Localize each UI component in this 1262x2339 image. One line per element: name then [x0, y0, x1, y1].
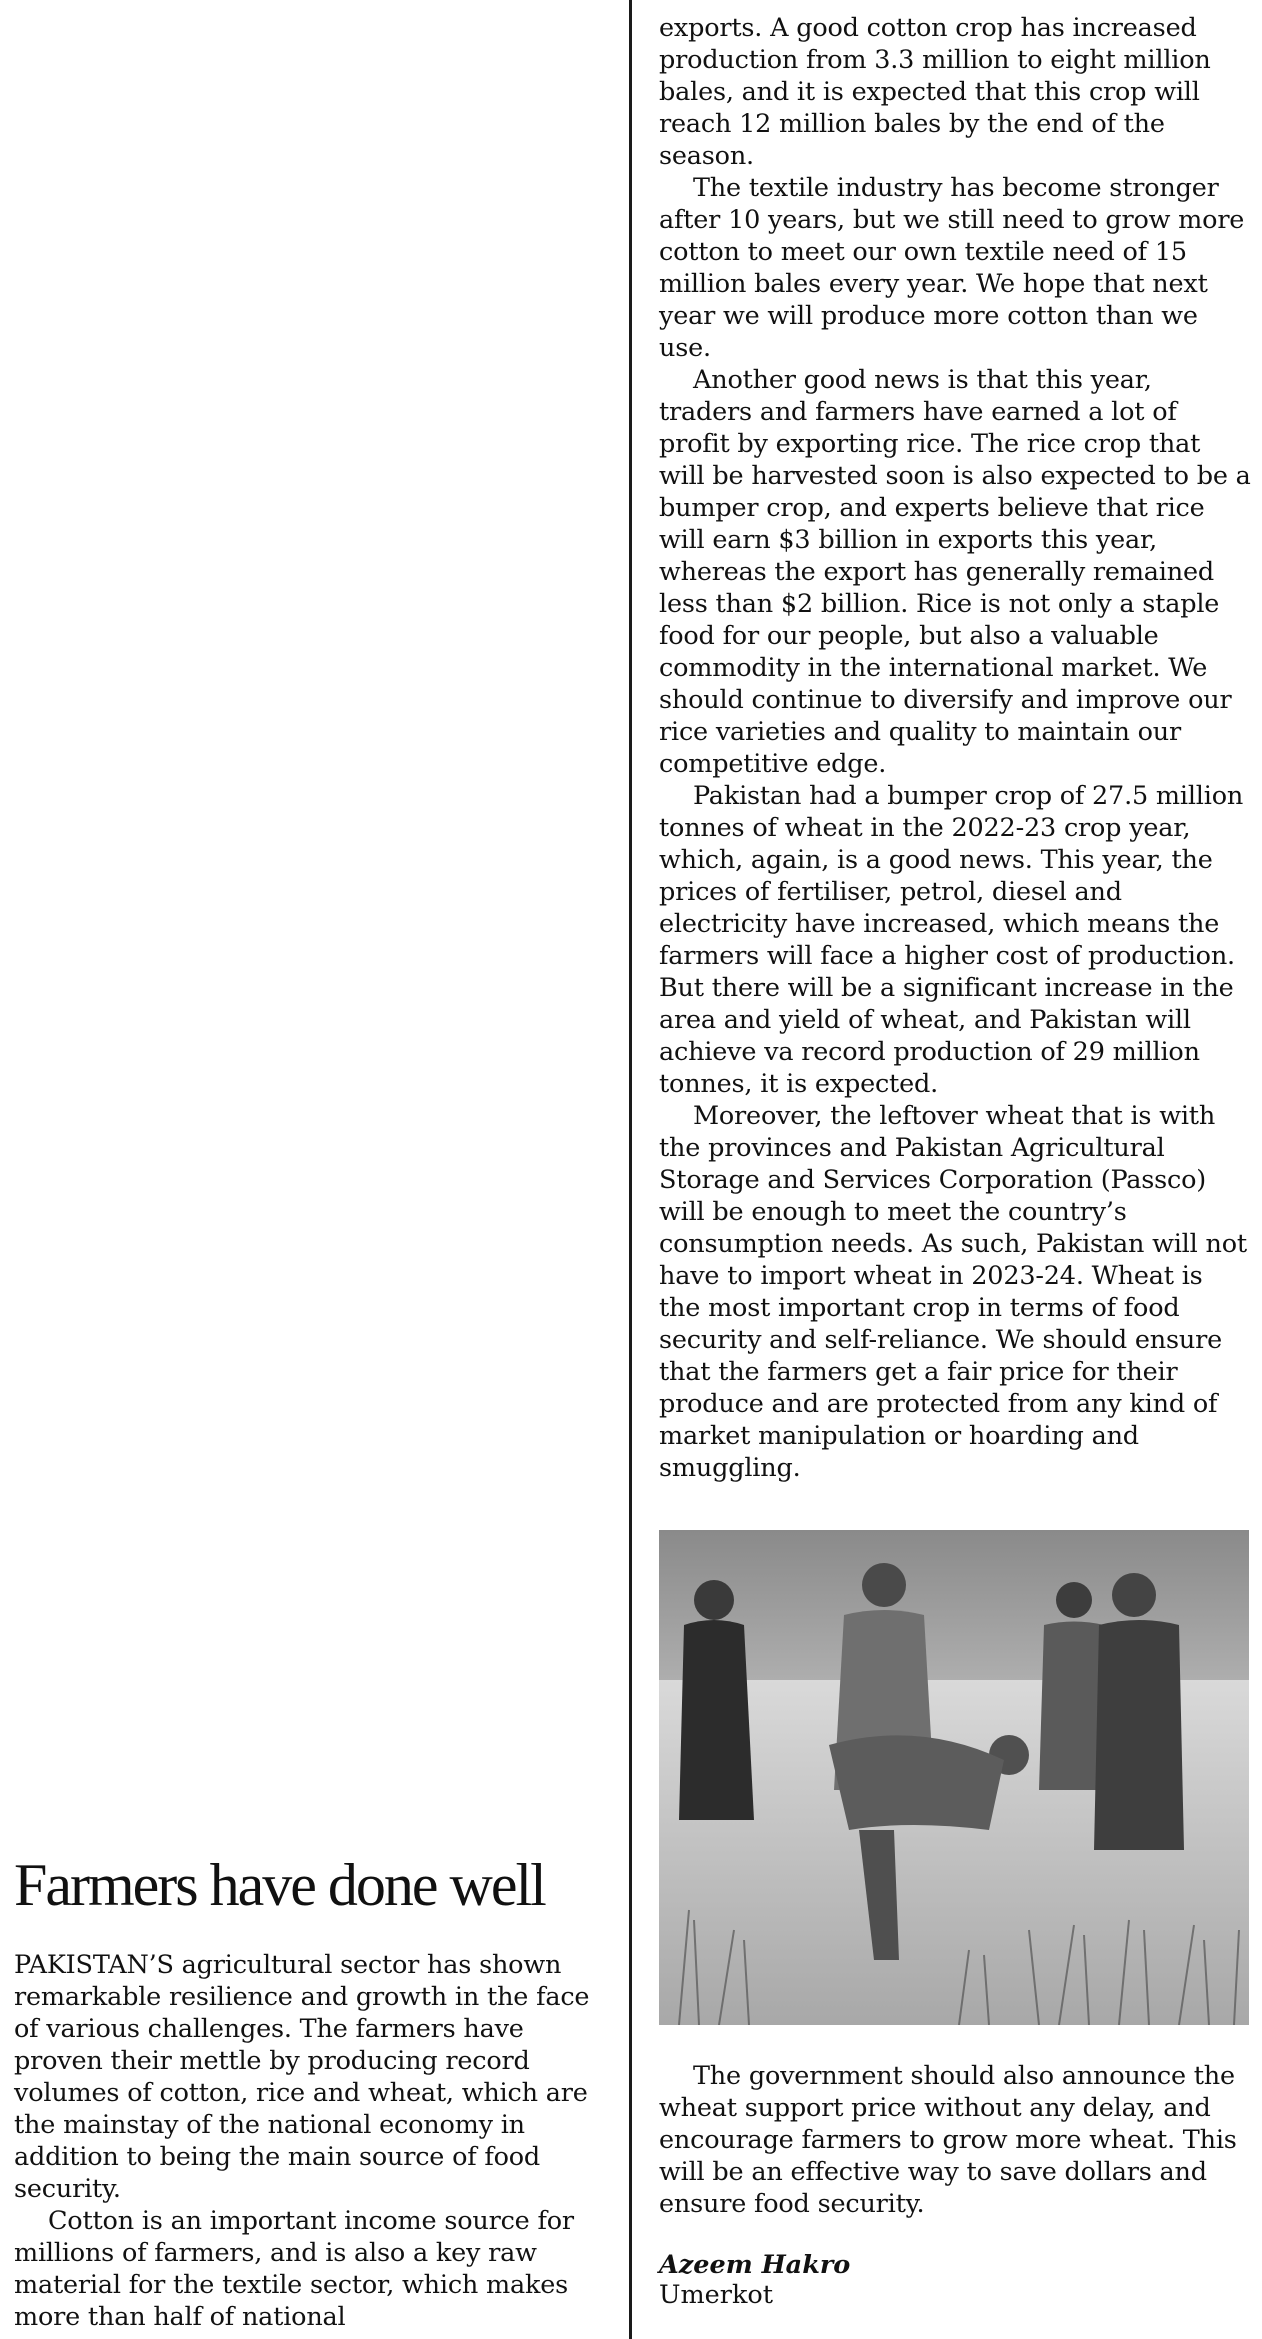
author-name: Azeem Hakro — [659, 2250, 851, 2280]
paragraph-leftover-wheat: Moreover, the leftover wheat that is with the provinces and Pakistan Agricultural Storage and Services Corporation (Passco) will be enough to meet the country’s consumption needs. As such, Pakistan will not have to import wheat in 2023-24. Wheat is the most important crop in terms of food security and self-reliance. We should ensure that the farmers get a fair price for their produce and are protected from any kind of market manipulation or hoarding and smuggling. — [659, 1101, 1247, 1483]
closing-text — [659, 2060, 1251, 2220]
signature-block — [659, 2250, 1251, 2310]
farmers-photo — [659, 1530, 1249, 2025]
paragraph-continuation: exports. A good cotton crop has increased production from 3.3 million to eight million bales, and it is expected that this crop will reach 12 million bales by the end of the season. — [659, 13, 1211, 171]
paragraph-wheat: Pakistan had a bumper crop of 27.5 million tonnes of wheat in the 2022-23 crop year, which, again, is a good news. This year, the prices of fertiliser, petrol, diesel and electricity have increased, which means the farmers will face a higher cost of production. But there will be a significant increase in the area and yield of wheat, and Pakistan will achieve va record production of 29 million tonnes, it is expected. — [659, 781, 1244, 1099]
paragraph-intro: PAKISTAN’S agricultural sector has shown remarkable resilience and growth in the face of various challenges. The farmers have proven their mettle by producing record volumes of cotton, rice and wheat, which are the mainstay of the national economy in addition to being the main source of food security. — [14, 1950, 590, 2204]
left-column-text — [14, 1949, 614, 2333]
right-column — [659, 12, 1251, 1484]
left-column — [14, 1852, 614, 2333]
paragraph-rice: Another good news is that this year, traders and farmers have earned a lot of profit by exporting rice. The rice crop that will be harvested soon is also expected to be a bumper crop, and experts believe that rice will earn $3 billion in exports this year, whereas the export has generally remained less than $2 billion. Rice is not only a staple food for our people, but also a valuable commodity in the international market. We should continue to diversify and improve our rice varieties and quality to maintain our competitive edge. — [659, 365, 1251, 779]
paragraph-cotton: Cotton is an important income source for millions of farmers, and is also a key raw material for the textile sector, which makes more than half of national — [14, 2206, 574, 2332]
paragraph-support-price: The government should also announce the wheat support price without any delay, and encourage farmers to grow more wheat. This will be an effective way to save dollars and ensure food security. — [659, 2061, 1237, 2219]
column-divider — [629, 0, 632, 2339]
photo-illustration — [659, 1530, 1249, 2025]
right-column-text — [659, 12, 1251, 1484]
headline: Farmers have done well — [14, 1852, 545, 1918]
author-location: Umerkot — [659, 2280, 774, 2310]
right-column-bottom — [659, 2060, 1251, 2310]
paragraph-textile: The textile industry has become stronger after 10 years, but we still need to grow more cotton to meet our own textile need of 15 million bales every year. We hope that next year we will produce more cotton than we use. — [659, 173, 1245, 363]
